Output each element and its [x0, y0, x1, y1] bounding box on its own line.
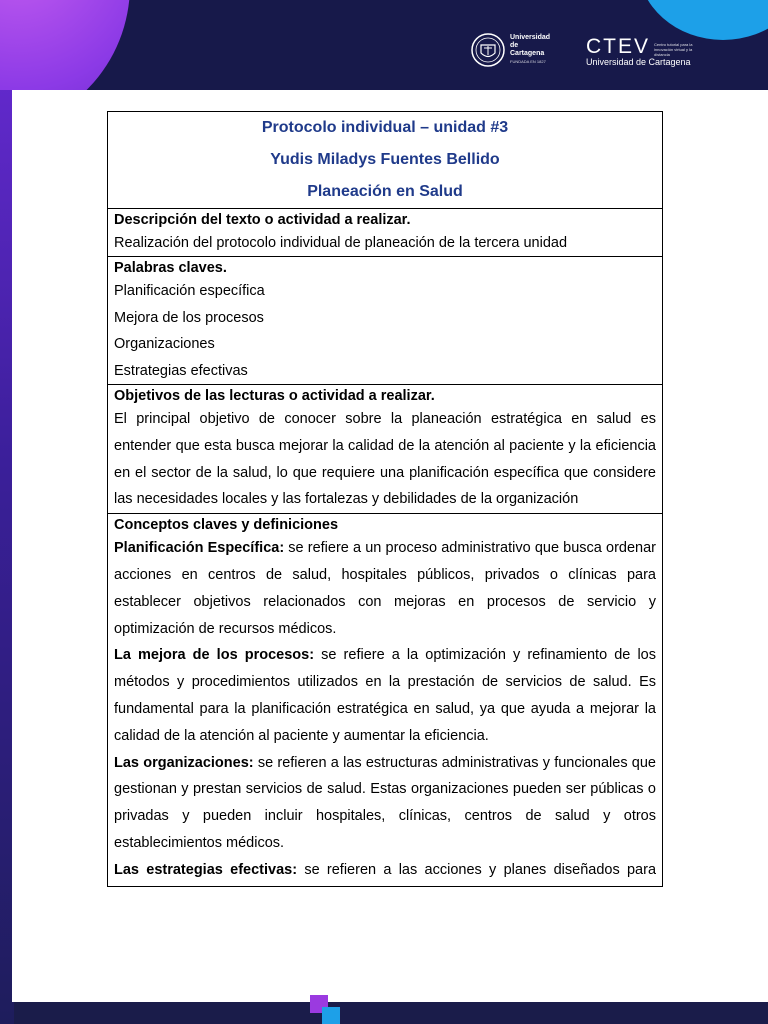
document-title: Protocolo individual – unidad #3 [261, 119, 509, 136]
concept-term: Las organizaciones: [114, 754, 254, 771]
author-name: Yudis Miladys Fuentes Bellido [270, 151, 500, 168]
udec-wordmark [510, 34, 554, 66]
objectives-text: El principal objetivo de conocer sobre la planeación estratégica en salud es entender que esta busca mejorar la calidad de la atención al paciente y la eficiencia en el sector de la salud, lo que requiere una planificación específica que considere las necesidades locales y las fortalezas y debilidades de la organización [114, 411, 656, 508]
concept-term: Planificación Específica: [114, 540, 285, 557]
concept-definition [114, 642, 656, 749]
concept-text: se refiere a un proceso administrativo que busca ordenar acciones en centros de salud, hospitales públicos, privados o clínicas para establecer objetivos relacionados con mejoras en procesos de servicio y optimización de recursos médicos. [114, 540, 656, 637]
objectives-row [108, 385, 663, 514]
keyword-item: Organizaciones [114, 336, 215, 352]
concept-definition [114, 750, 656, 857]
description-row [108, 209, 663, 257]
concept-text: se refieren a las acciones y planes diseñados para [297, 861, 656, 878]
concept-text: se refiere a la optimización y refinamiento de los métodos y procedimientos utilizados en la prestación de servicios de salud. Es fundamental para la planificación estratégica en salud, ya que ayuda a mejorar la calidad de la atención al paciente y aumentar la eficiencia. [114, 647, 656, 744]
concepts-heading: Conceptos claves y definiciones [114, 517, 339, 534]
udec-tagline: FUNDADA EN 1827 [510, 59, 546, 64]
universidad-de-cartagena-logo [470, 32, 554, 68]
concept-definition [114, 535, 656, 642]
concept-text: se refieren a las estructuras administrativas y funcionales que gestionan y prestan servicios de salud. Estas organizaciones pueden ser públicas o privadas y pueden incluir hospitales, clínicas, centros de salud y otros establecimientos médicos. [114, 754, 656, 851]
concept-term: Las estrategias efectivas: [114, 861, 298, 878]
page-header-banner [0, 0, 768, 90]
ctev-logo [586, 36, 704, 67]
ctev-university-name: Universidad de Cartagena [586, 57, 691, 67]
description-cell [108, 209, 663, 257]
keywords-heading: Palabras claves. [114, 260, 227, 276]
concepts-cell [108, 514, 663, 887]
concept-term: La mejora de los procesos: [114, 647, 315, 664]
keyword-item: Estrategias efectivas [114, 362, 248, 379]
description-heading: Descripción del texto o actividad a realizar. [114, 212, 411, 228]
footer-cyan-square [322, 1007, 340, 1024]
keywords-row [108, 257, 663, 385]
title-cell [108, 112, 663, 209]
protocol-table [107, 111, 663, 887]
concepts-row [108, 514, 663, 887]
udec-name: Universidad de Cartagena [510, 34, 551, 57]
keyword-item: Mejora de los procesos [114, 309, 264, 326]
description-text: Realización del protocolo individual de planeación de la tercera unidad [114, 235, 568, 251]
objectives-heading: Objetivos de las lecturas o actividad a realizar. [114, 388, 435, 404]
ctev-wordmark: CTEV [586, 35, 651, 58]
course-name: Planeación en Salud [307, 183, 463, 200]
university-seal-icon [470, 32, 506, 68]
objectives-cell [108, 385, 663, 514]
keywords-cell [108, 257, 663, 385]
decorative-cyan-circle [638, 0, 768, 40]
decorative-purple-circle [0, 0, 130, 90]
concept-definition-truncated [114, 857, 656, 886]
title-row [108, 112, 663, 209]
keyword-item: Planificación específica [114, 283, 265, 299]
ctev-tagline: Centro tutorial para la innovación virtual y la distancia [654, 42, 693, 57]
